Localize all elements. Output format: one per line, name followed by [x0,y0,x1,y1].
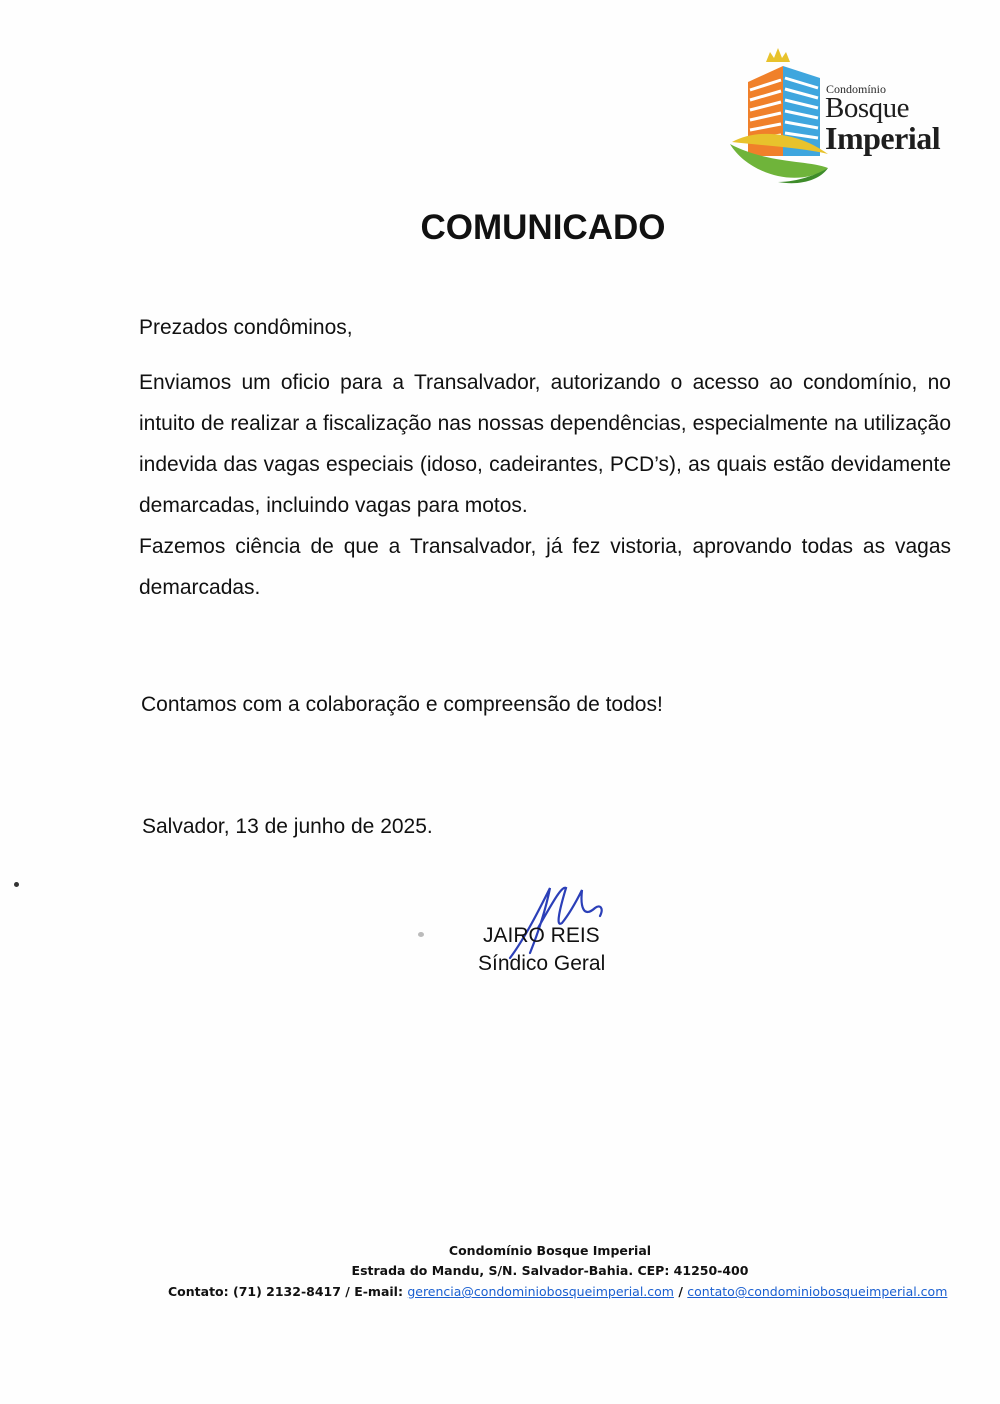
closing-line: Contamos com a colaboração e compreensão de todos! [141,693,663,716]
footer-address: Estrada do Mandu, S/N. Salvador-Bahia. CEP: 41250-400 [351,1263,749,1278]
page-title: COMUNICADO [420,208,666,247]
date-line: Salvador, 13 de junho de 2025. [142,815,433,838]
scan-speck [418,932,424,937]
handwritten-signature [500,878,610,963]
logo-line2: Imperial [825,120,941,156]
logo-line1: Bosque [825,92,909,124]
body-text [139,362,951,608]
email-link-gerencia[interactable]: gerencia@condominiobosqueimperial.com [407,1284,674,1299]
signer-role: Síndico Geral [478,952,606,975]
logo-small-text: Condomínio [826,82,887,96]
paragraph: Fazemos ciência de que a Transalvador, já fez vistoria, aprovando todas as vagas demarcadas. [139,535,951,599]
footer-contact-label: Contato: (71) 2132-8417 / E-mail: [168,1284,403,1299]
condominium-logo [728,44,958,189]
paragraph: Enviamos um oficio para a Transalvador, autorizando o acesso ao condomínio, no intuito de realizar a fiscalização nas nossas dependências, especialmente na utilização indevida das vagas especiais (idoso, cadeirantes, PCD’s), as quais estão devidamente demarcadas, incluindo vagas para motos. [139,371,951,517]
greeting: Prezados condôminos, [139,316,353,339]
footer-contact [168,1284,947,1299]
footer-org: Condomínio Bosque Imperial [448,1243,652,1258]
footer-separator: / [678,1284,683,1299]
scan-speck [14,882,19,887]
signer-name: JAIRO REIS [483,924,600,947]
email-link-contato[interactable]: contato@condominiobosqueimperial.com [687,1284,948,1299]
